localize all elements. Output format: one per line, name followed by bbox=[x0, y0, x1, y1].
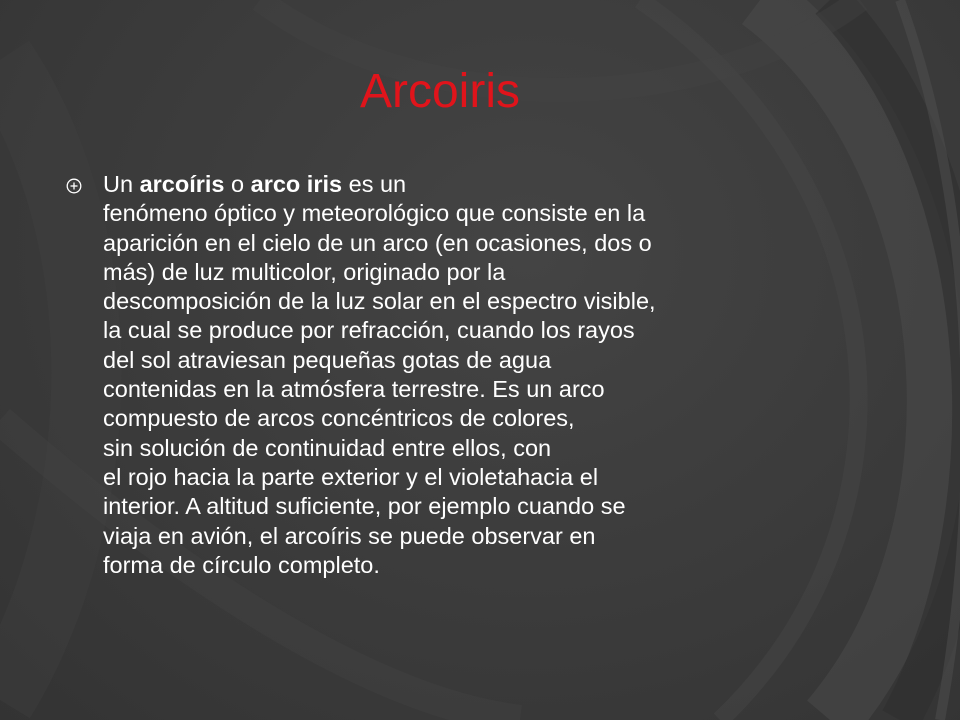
paragraph-line: sin solución de continuidad entre ellos, con bbox=[103, 434, 552, 461]
paragraph-line: más) de luz multicolor, originado por la bbox=[103, 258, 506, 285]
paragraph-line: compuesto de arcos concéntricos de colores, bbox=[103, 405, 575, 432]
bullet-paragraph bbox=[103, 170, 823, 580]
circled-plus-bullet-icon bbox=[66, 178, 82, 194]
slide-title: Arcoiris bbox=[359, 65, 520, 118]
paragraph-line: del sol atraviesan pequeñas gotas de agua bbox=[103, 346, 552, 373]
term-arco-iris: arco iris bbox=[250, 171, 343, 197]
paragraph-line: el rojo hacia la parte exterior y el violetahacia el bbox=[103, 463, 599, 490]
paragraph-line: contenidas en la atmósfera terrestre. Es un arco bbox=[103, 376, 605, 403]
paragraph-line: descomposición de la luz solar en el espectro visible, bbox=[103, 288, 656, 315]
paragraph-line-1: Un arcoíris o arco iris es un bbox=[103, 171, 407, 197]
paragraph-line: la cual se produce por refracción, cuando los rayos bbox=[103, 317, 635, 344]
paragraph-line: forma de círculo completo. bbox=[103, 551, 380, 578]
paragraph-line: interior. A altitud suficiente, por ejemplo cuando se bbox=[103, 493, 626, 520]
term-arcoiris: arcoíris bbox=[139, 171, 225, 197]
paragraph-line: fenómeno óptico y meteorológico que consiste en la bbox=[103, 200, 646, 227]
paragraph-line: viaja en avión, el arcoíris se puede observar en bbox=[103, 522, 596, 549]
paragraph-line: aparición en el cielo de un arco (en ocasiones, dos o bbox=[103, 229, 652, 256]
